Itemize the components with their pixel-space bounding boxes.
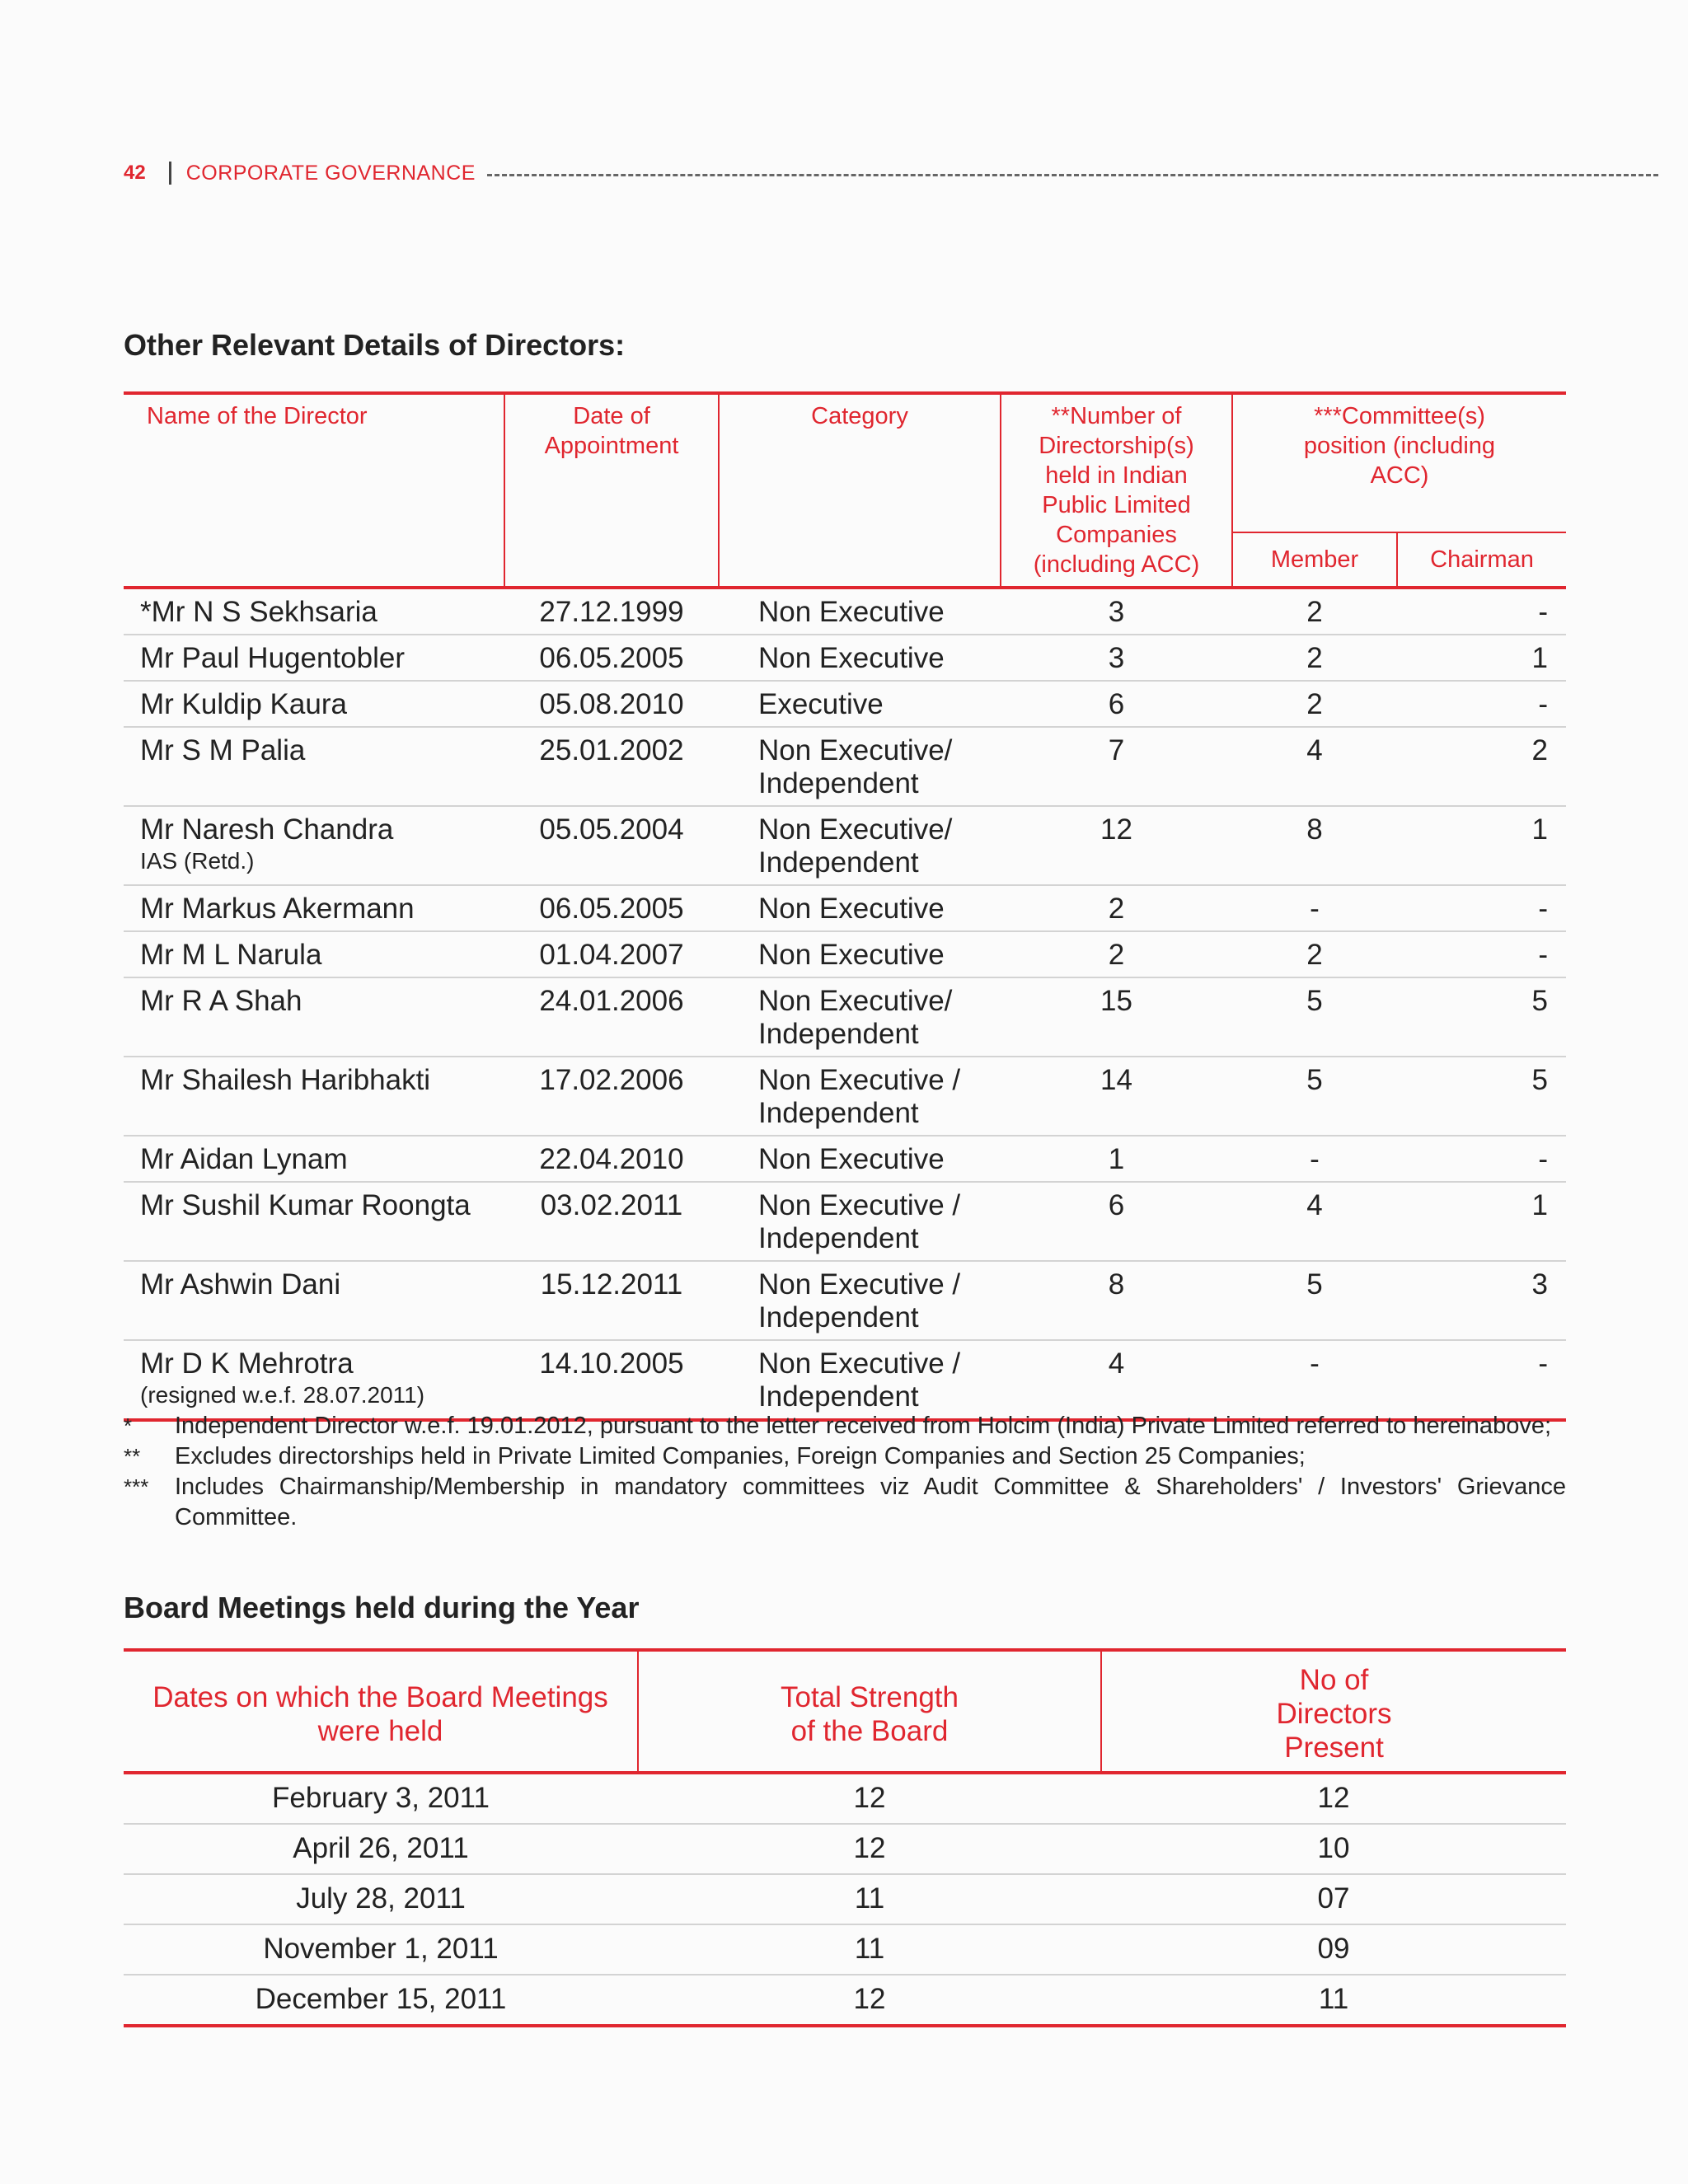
directors-table bbox=[124, 391, 1566, 1422]
col-header-strength: Total Strength of the Board bbox=[638, 1650, 1101, 1773]
header-dashed-rule bbox=[487, 174, 1658, 176]
directorships-count: 8 bbox=[1001, 1261, 1232, 1340]
director-name: Mr S M Palia bbox=[140, 734, 306, 766]
table-row bbox=[124, 1261, 1566, 1340]
appointment-date: 14.10.2005 bbox=[504, 1340, 719, 1420]
director-category: Non Executive/ Independent bbox=[719, 806, 1001, 885]
director-name-cell bbox=[124, 635, 504, 681]
director-category: Executive bbox=[719, 681, 1001, 727]
committee-member-count: 4 bbox=[1232, 727, 1397, 806]
appointment-date: 24.01.2006 bbox=[504, 977, 719, 1057]
table-row bbox=[124, 635, 1566, 681]
footnote-mark: *** bbox=[124, 1474, 149, 1499]
meetings-table bbox=[124, 1648, 1566, 2027]
director-category: Non Executive bbox=[719, 1136, 1001, 1182]
director-note: (resigned w.e.f. 28.07.2011) bbox=[140, 1382, 425, 1408]
director-name-cell bbox=[124, 681, 504, 727]
committee-member-count: - bbox=[1232, 1136, 1397, 1182]
board-strength: 12 bbox=[638, 1975, 1101, 2026]
col-header-chairman: Chairman bbox=[1397, 532, 1566, 588]
directorships-count: 12 bbox=[1001, 806, 1232, 885]
committee-chairman-count: 2 bbox=[1397, 727, 1566, 806]
col-header-directorships: **Number of Directorship(s) held in Indian Public Limited Companies (including ACC) bbox=[1001, 393, 1232, 588]
appointment-date: 22.04.2010 bbox=[504, 1136, 719, 1182]
footnote bbox=[124, 1472, 1566, 1533]
appointment-date: 05.05.2004 bbox=[504, 806, 719, 885]
footnote-mark: ** bbox=[124, 1444, 141, 1469]
directorships-count: 7 bbox=[1001, 727, 1232, 806]
meeting-date: November 1, 2011 bbox=[124, 1924, 638, 1975]
director-category: Non Executive / Independent bbox=[719, 1261, 1001, 1340]
director-name: Mr Markus Akermann bbox=[140, 893, 415, 925]
directorships-count: 3 bbox=[1001, 588, 1232, 635]
section-label: CORPORATE GOVERNANCE bbox=[185, 161, 476, 185]
footnote-text: Independent Director w.e.f. 19.01.2012, pursuant to the letter received from Holcim (India) Private Limited referred to hereinabove; bbox=[175, 1413, 1552, 1439]
directors-table-wrap bbox=[124, 391, 1566, 1422]
director-name: Mr Kuldip Kaura bbox=[140, 688, 347, 720]
director-name: Mr R A Shah bbox=[140, 985, 302, 1017]
director-name-cell bbox=[124, 727, 504, 806]
committee-chairman-count: 5 bbox=[1397, 1057, 1566, 1136]
director-note: IAS (Retd.) bbox=[140, 848, 255, 874]
appointment-date: 15.12.2011 bbox=[504, 1261, 719, 1340]
footnotes bbox=[124, 1411, 1566, 1533]
meeting-date: December 15, 2011 bbox=[124, 1975, 638, 2026]
director-name: Mr Aidan Lynam bbox=[140, 1143, 348, 1175]
committee-chairman-count: - bbox=[1397, 588, 1566, 635]
footnote-mark: * bbox=[124, 1413, 133, 1438]
director-category: Non Executive/ Independent bbox=[719, 977, 1001, 1057]
director-name-cell bbox=[124, 588, 504, 635]
header-separator bbox=[169, 162, 171, 185]
appointment-date: 01.04.2007 bbox=[504, 931, 719, 977]
meetings-table-body bbox=[124, 1773, 1566, 2026]
director-category: Non Executive/ Independent bbox=[719, 727, 1001, 806]
director-category: Non Executive bbox=[719, 635, 1001, 681]
committee-member-count: 4 bbox=[1232, 1182, 1397, 1261]
appointment-date: 06.05.2005 bbox=[504, 885, 719, 931]
meetings-section-title: Board Meetings held during the Year bbox=[124, 1591, 640, 1624]
table-row bbox=[124, 931, 1566, 977]
committee-member-count: 8 bbox=[1232, 806, 1397, 885]
col-header-dates: Dates on which the Board Meetings were held bbox=[124, 1650, 638, 1773]
table-row bbox=[124, 1136, 1566, 1182]
table-row bbox=[124, 806, 1566, 885]
appointment-date: 25.01.2002 bbox=[504, 727, 719, 806]
directors-present: 09 bbox=[1101, 1924, 1566, 1975]
directors-table-body bbox=[124, 588, 1566, 1420]
footnote-text: Includes Chairmanship/Membership in mandatory committees viz Audit Committee & Shareholders' / Investors' Grievance Committee. bbox=[175, 1474, 1566, 1530]
director-name-cell bbox=[124, 1182, 504, 1261]
director-name: *Mr N S Sekhsaria bbox=[140, 596, 377, 628]
table-row bbox=[124, 727, 1566, 806]
col-header-category: Category bbox=[719, 393, 1001, 588]
director-category: Non Executive bbox=[719, 588, 1001, 635]
director-name-cell bbox=[124, 885, 504, 931]
committee-member-count: 2 bbox=[1232, 681, 1397, 727]
col-header-member: Member bbox=[1232, 532, 1397, 588]
directors-present: 11 bbox=[1101, 1975, 1566, 2026]
committee-chairman-count: - bbox=[1397, 1136, 1566, 1182]
committee-member-count: 5 bbox=[1232, 1057, 1397, 1136]
directorships-count: 14 bbox=[1001, 1057, 1232, 1136]
board-strength: 12 bbox=[638, 1824, 1101, 1874]
directorships-count: 15 bbox=[1001, 977, 1232, 1057]
director-category: Non Executive bbox=[719, 885, 1001, 931]
table-row bbox=[124, 885, 1566, 931]
committee-chairman-count: - bbox=[1397, 931, 1566, 977]
running-header bbox=[124, 157, 1658, 190]
col-header-name: Name of the Director bbox=[124, 393, 504, 588]
directorships-count: 1 bbox=[1001, 1136, 1232, 1182]
committee-chairman-count: 1 bbox=[1397, 1182, 1566, 1261]
director-category: Non Executive / Independent bbox=[719, 1057, 1001, 1136]
table-row bbox=[124, 681, 1566, 727]
directors-present: 10 bbox=[1101, 1824, 1566, 1874]
director-name: Mr Shailesh Haribhakti bbox=[140, 1064, 431, 1096]
page-number: 42 bbox=[124, 162, 146, 184]
director-name: Mr Sushil Kumar Roongta bbox=[140, 1189, 471, 1221]
committee-member-count: 2 bbox=[1232, 588, 1397, 635]
director-category: Non Executive bbox=[719, 931, 1001, 977]
committee-member-count: 5 bbox=[1232, 1261, 1397, 1340]
appointment-date: 05.08.2010 bbox=[504, 681, 719, 727]
meeting-date: February 3, 2011 bbox=[124, 1773, 638, 1824]
meetings-table-wrap bbox=[124, 1648, 1566, 2027]
board-strength: 11 bbox=[638, 1874, 1101, 1924]
committee-member-count: 2 bbox=[1232, 635, 1397, 681]
directorships-count: 4 bbox=[1001, 1340, 1232, 1420]
director-name: Mr Ashwin Dani bbox=[140, 1268, 341, 1301]
footnote bbox=[124, 1411, 1566, 1441]
table-row bbox=[124, 1824, 1566, 1874]
col-header-committee: ***Committee(s) position (including ACC) bbox=[1232, 393, 1566, 532]
table-row bbox=[124, 1340, 1566, 1420]
directors-section-title: Other Relevant Details of Directors: bbox=[124, 328, 626, 362]
board-strength: 11 bbox=[638, 1924, 1101, 1975]
directors-present: 12 bbox=[1101, 1773, 1566, 1824]
table-row bbox=[124, 977, 1566, 1057]
committee-chairman-count: - bbox=[1397, 1340, 1566, 1420]
committee-chairman-count: - bbox=[1397, 885, 1566, 931]
committee-member-count: - bbox=[1232, 1340, 1397, 1420]
director-name-cell bbox=[124, 977, 504, 1057]
director-name-cell bbox=[124, 806, 504, 885]
committee-chairman-count: - bbox=[1397, 681, 1566, 727]
director-name: Mr D K Mehrotra bbox=[140, 1347, 354, 1380]
table-row bbox=[124, 1773, 1566, 1824]
appointment-date: 03.02.2011 bbox=[504, 1182, 719, 1261]
appointment-date: 06.05.2005 bbox=[504, 635, 719, 681]
director-category: Non Executive / Independent bbox=[719, 1182, 1001, 1261]
col-header-present: No of Directors Present bbox=[1101, 1650, 1566, 1773]
meeting-date: July 28, 2011 bbox=[124, 1874, 638, 1924]
director-name: Mr M L Narula bbox=[140, 939, 322, 971]
footnote bbox=[124, 1441, 1566, 1472]
director-name-cell bbox=[124, 1136, 504, 1182]
committee-chairman-count: 3 bbox=[1397, 1261, 1566, 1340]
committee-member-count: 2 bbox=[1232, 931, 1397, 977]
committee-chairman-count: 1 bbox=[1397, 635, 1566, 681]
table-row bbox=[124, 1924, 1566, 1975]
table-row bbox=[124, 1975, 1566, 2026]
director-name-cell bbox=[124, 1340, 504, 1420]
director-name-cell bbox=[124, 931, 504, 977]
committee-member-count: - bbox=[1232, 885, 1397, 931]
directorships-count: 2 bbox=[1001, 931, 1232, 977]
directorships-count: 6 bbox=[1001, 681, 1232, 727]
directorships-count: 2 bbox=[1001, 885, 1232, 931]
appointment-date: 27.12.1999 bbox=[504, 588, 719, 635]
table-row bbox=[124, 1874, 1566, 1924]
directorships-count: 3 bbox=[1001, 635, 1232, 681]
director-name: Mr Naresh Chandra bbox=[140, 813, 394, 846]
committee-member-count: 5 bbox=[1232, 977, 1397, 1057]
committee-chairman-count: 5 bbox=[1397, 977, 1566, 1057]
table-row bbox=[124, 1057, 1566, 1136]
footnote-text: Excludes directorships held in Private Limited Companies, Foreign Companies and Section 25 Companies; bbox=[175, 1443, 1306, 1469]
meeting-date: April 26, 2011 bbox=[124, 1824, 638, 1874]
committee-chairman-count: 1 bbox=[1397, 806, 1566, 885]
director-name-cell bbox=[124, 1261, 504, 1340]
directors-present: 07 bbox=[1101, 1874, 1566, 1924]
appointment-date: 17.02.2006 bbox=[504, 1057, 719, 1136]
director-name: Mr Paul Hugentobler bbox=[140, 642, 405, 674]
table-row bbox=[124, 588, 1566, 635]
director-name-cell bbox=[124, 1057, 504, 1136]
directorships-count: 6 bbox=[1001, 1182, 1232, 1261]
director-category: Non Executive / Independent bbox=[719, 1340, 1001, 1420]
board-strength: 12 bbox=[638, 1773, 1101, 1824]
table-row bbox=[124, 1182, 1566, 1261]
col-header-date: Date of Appointment bbox=[504, 393, 719, 588]
